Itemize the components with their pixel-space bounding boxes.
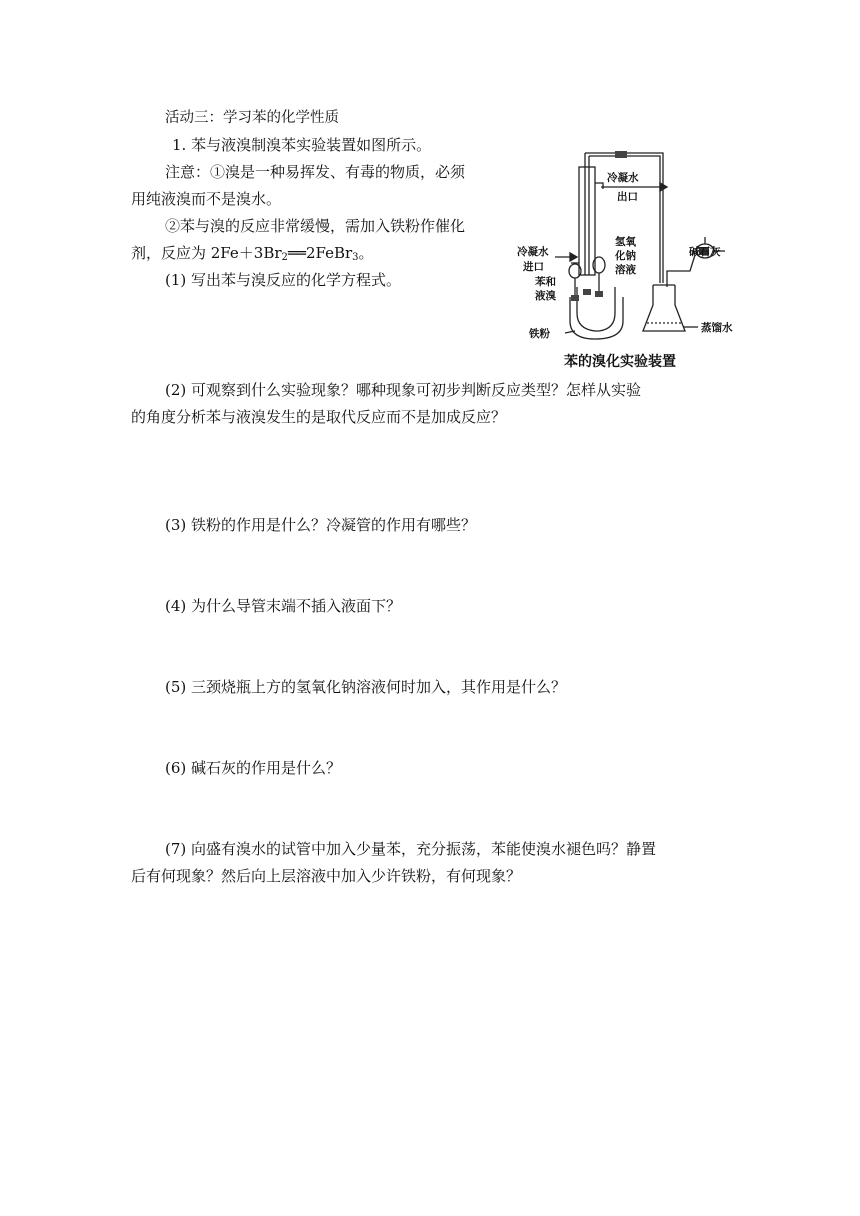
label-distilled-water: 蒸馏水 [701,322,733,334]
question-7-line-1: (7) 向盛有溴水的试管中加入少量苯，充分振荡，苯能使溴水褪色吗？静置 [165,840,657,858]
question-6: (6) 碱石灰的作用是什么？ [165,759,342,777]
activity-title: 活动三：学习苯的化学性质 [165,110,339,126]
label-naoh-2: 化钠 [615,250,636,262]
label-benzene-2: 液溴 [535,290,556,302]
label-cool-water-out-1: 冷凝水 [607,172,639,184]
equation-end: 。 [358,244,374,262]
question-2-line-1: (2) 可观察到什么实验现象？哪种现象可初步判断反应类型？怎样从实验 [165,381,642,399]
note-1-line-1: 注意：①溴是一种易挥发、有毒的物质，必须 [165,163,466,181]
equation-sub-1: 2 [281,252,288,263]
label-cool-water-out-2: 出口 [617,191,638,203]
question-4: (4) 为什么导管末端不插入液面下？ [165,597,402,615]
label-naoh-1: 氢氧 [615,236,636,248]
figure-caption: 苯的溴化实验装置 [564,354,676,370]
label-naoh-3: 溶液 [615,264,636,276]
label-iron-powder: 铁粉 [529,328,550,340]
note-2-line-1: ②苯与溴的反应非常缓慢，需加入铁粉作催化 [165,217,466,235]
label-cool-water-in-1: 冷凝水 [517,246,549,258]
question-2-line-2: 的角度分析苯与液溴发生的是取代反应而不是加成反应？ [131,408,507,426]
note-1-line-2: 用纯液溴而不是溴水。 [131,190,282,208]
question-3: (3) 铁粉的作用是什么？冷凝管的作用有哪些？ [165,516,477,534]
equation-middle: ══2FeBr [287,244,353,262]
note-2-line-2 [131,243,374,263]
bromination-apparatus-figure [515,145,755,350]
equation-prefix: 剂，反应为 2Fe＋3Br [131,244,282,262]
question-1: (1) 写出苯与溴反应的化学方程式。 [165,271,402,289]
label-soda-lime: 碱石灰 [689,246,721,258]
label-cool-water-in-2: 进口 [523,261,544,273]
equation-sub-2: 3 [352,252,359,263]
question-7-line-2: 后有何现象？然后向上层溶液中加入少许铁粉，有何现象？ [131,867,522,885]
label-benzene-1: 苯和 [535,276,556,288]
item-1-intro: 1. 苯与液溴制溴苯实验装置如图所示。 [172,136,432,154]
question-5: (5) 三颈烧瓶上方的氢氧化钠溶液何时加入，其作用是什么？ [165,678,567,696]
